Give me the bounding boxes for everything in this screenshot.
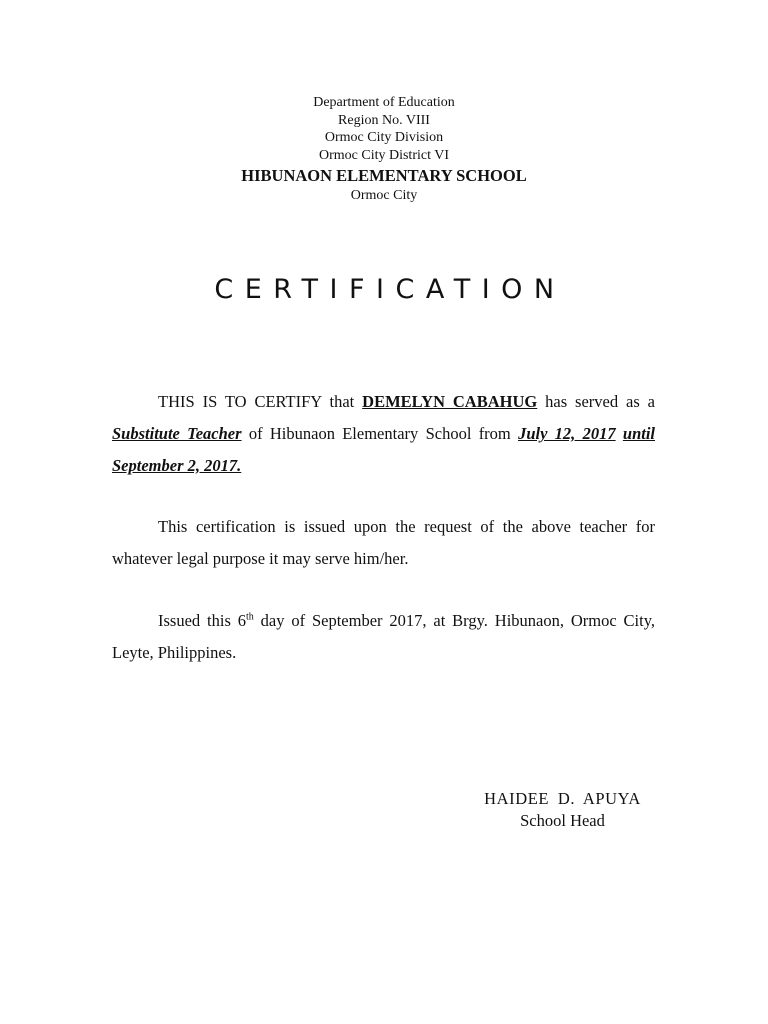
certify-paragraph bbox=[112, 386, 655, 482]
city-line: Ormoc City bbox=[350, 188, 418, 203]
ordinal-suffix: th bbox=[246, 611, 254, 623]
served-phrase: has served as a bbox=[537, 392, 655, 411]
date-space bbox=[616, 424, 623, 443]
issued-paragraph bbox=[112, 605, 655, 669]
issued-prefix: Issued this 6 bbox=[158, 611, 246, 630]
signature-block bbox=[480, 788, 645, 832]
purpose-paragraph bbox=[112, 511, 655, 575]
department-line: Department of Education bbox=[313, 95, 455, 110]
letterhead bbox=[0, 94, 768, 205]
signatory-name: HAIDEE D. APUYA bbox=[484, 789, 641, 808]
position-title: Substitute Teacher bbox=[112, 424, 242, 443]
issued-suffix: day of September 2017, at Brgy. Hibunaon, Ormoc City, Leyte, Philippines. bbox=[112, 611, 656, 662]
start-date: July 12, 2017 bbox=[518, 424, 616, 443]
certified-person-name: DEMELYN CABAHUG bbox=[362, 392, 538, 411]
school-name: HIBUNAON ELEMENTARY SCHOOL bbox=[241, 166, 527, 185]
document-title: CERTIFICATION bbox=[214, 274, 566, 305]
signatory-position: School Head bbox=[520, 811, 605, 830]
certify-intro: THIS IS TO CERTIFY that bbox=[158, 392, 363, 411]
division-line: Ormoc City Division bbox=[324, 130, 444, 145]
purpose-text: This certification is issued upon the request of the above teacher for whatever legal purpose it may serve him/her. bbox=[112, 517, 655, 568]
school-phrase: of Hibunaon Elementary School from bbox=[241, 424, 519, 443]
region-line: Region No. VIII bbox=[338, 112, 430, 128]
district-line: Ormoc City District VI bbox=[318, 147, 449, 163]
end-date: until September 2, 2017. bbox=[112, 424, 656, 475]
